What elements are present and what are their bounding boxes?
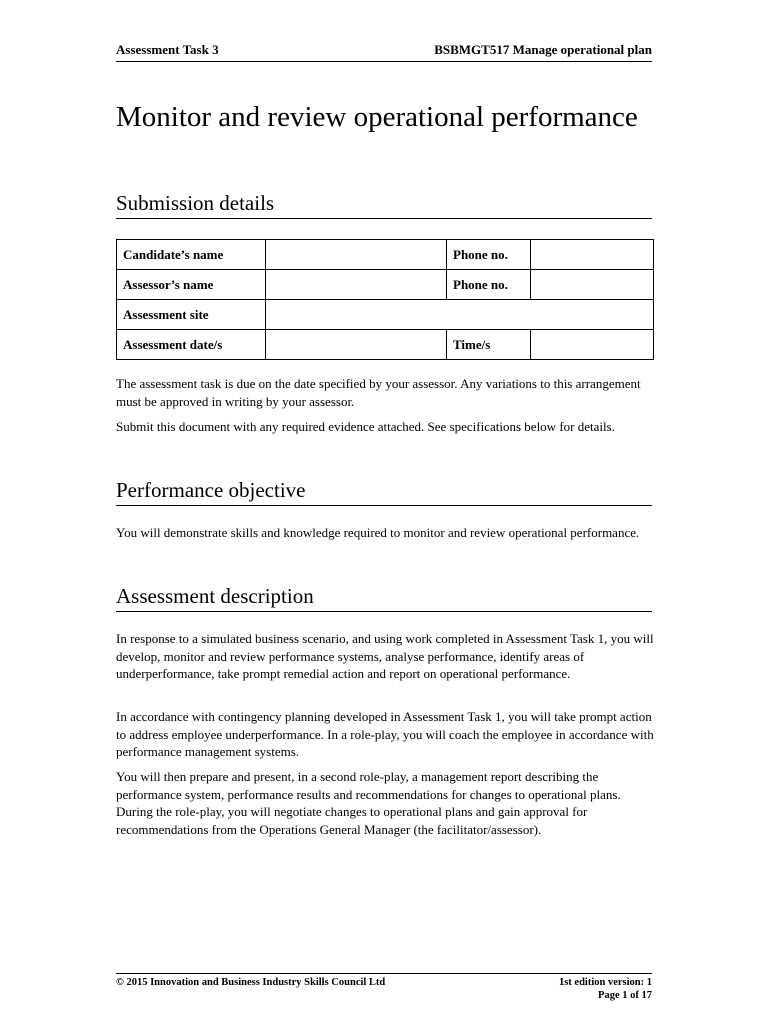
- time-label: Time/s: [447, 330, 531, 360]
- footer-page-number: Page 1 of 17: [598, 990, 652, 1001]
- description-paragraph: In response to a simulated business scenario, and using work completed in Assessment Task 1, you will develop, monitor and review performance systems, analyse performance, identify areas of underperformance, take prompt remedial action and report on operational performance.: [116, 631, 654, 681]
- candidate-phone-label: Phone no.: [447, 240, 531, 270]
- candidate-phone-field[interactable]: [531, 240, 654, 270]
- candidate-name-label: Candidate’s name: [117, 240, 266, 270]
- table-row: [117, 240, 654, 270]
- assessment-description-heading: Assessment description: [116, 583, 652, 612]
- page-footer: [116, 973, 652, 1002]
- assessment-site-field[interactable]: [266, 300, 654, 330]
- description-paragraph: In accordance with contingency planning developed in Assessment Task 1, you will take prompt action to address employee underperformance. In a role-play, you will coach the employee in accordance with performance management systems.: [116, 709, 654, 759]
- assessment-date-label: Assessment date/s: [117, 330, 266, 360]
- due-date-paragraph: The assessment task is due on the date specified by your assessor. Any variations to this arrangement must be approved in writing by your assessor.: [116, 376, 641, 409]
- header-unit-label: BSBMGT517 Manage operational plan: [434, 42, 652, 57]
- assessor-phone-field[interactable]: [531, 270, 654, 300]
- performance-objective-heading: Performance objective: [116, 477, 652, 506]
- assessment-date-field[interactable]: [266, 330, 447, 360]
- submit-paragraph: Submit this document with any required evidence attached. See specifications below for details.: [116, 419, 615, 434]
- table-row: [117, 270, 654, 300]
- table-row: [117, 330, 654, 360]
- candidate-name-field[interactable]: [266, 240, 447, 270]
- time-field[interactable]: [531, 330, 654, 360]
- assessor-name-label: Assessor’s name: [117, 270, 266, 300]
- page-header: [116, 42, 652, 62]
- assessor-phone-label: Phone no.: [447, 270, 531, 300]
- footer-copyright: © 2015 Innovation and Business Industry Skills Council Ltd: [116, 977, 386, 988]
- assessment-site-label: Assessment site: [117, 300, 266, 330]
- submission-details-table: [116, 239, 654, 360]
- objective-paragraph: You will demonstrate skills and knowledge required to monitor and review operational performance.: [116, 525, 640, 540]
- description-paragraph: You will then prepare and present, in a second role-play, a management report describing the performance system, performance results and recommendations for changes to operational plans. During the role-play, you will negotiate changes to operational plans and gain approval for recommendations from the Operations General Manager (the facilitator/assessor).: [116, 769, 621, 837]
- submission-details-heading: Submission details: [116, 190, 652, 219]
- header-task-label: Assessment Task 3: [116, 42, 219, 57]
- assessor-name-field[interactable]: [266, 270, 447, 300]
- footer-edition: 1st edition version: 1: [558, 977, 652, 988]
- table-row: [117, 300, 654, 330]
- document-title: Monitor and review operational performance: [116, 101, 638, 133]
